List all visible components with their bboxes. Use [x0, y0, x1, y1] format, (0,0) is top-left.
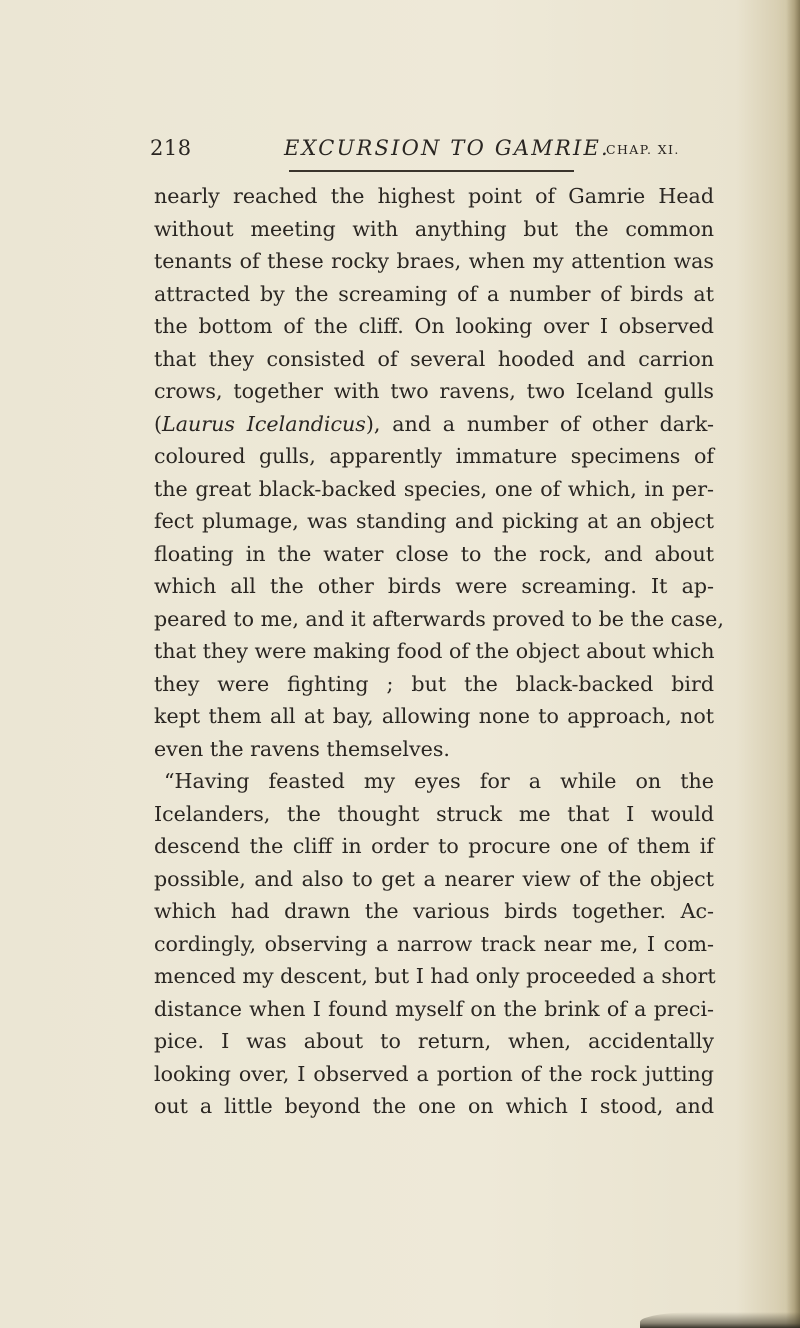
text-line: possible, and also to get a nearer view of the object [154, 866, 714, 891]
header-rule [289, 170, 574, 172]
text-line: descend the cliff in order to procure one of them if [154, 834, 714, 858]
chapter-label: CHAP. XI. [606, 142, 680, 157]
text-line: looking over, I observed a portion of the rock jutting [154, 1061, 714, 1086]
paren-open: ( [154, 411, 163, 436]
text-line: peared to me, and it afterwards proved to be the case, [154, 606, 724, 631]
text-line: they were fighting ; but the black-backed bird [154, 671, 714, 696]
text-line: tenants of these rocky braes, when my attention was [154, 249, 714, 273]
page-corner-shadow [640, 1312, 800, 1328]
text-line: attracted by the screaming of a number of birds at [154, 281, 714, 306]
text-line: without meeting with anything but the common [154, 216, 714, 241]
text-line-paragraph-start: “Having feasted my eyes for a while on the [164, 769, 714, 793]
text-line: the great black-backed species, one of which, in per- [154, 476, 714, 501]
text-line-paragraph-end: even the ravens themselves. [154, 736, 450, 761]
text-line: Icelanders, the thought struck me that I would [154, 801, 714, 826]
text-line: out a little beyond the one on which I stood, and [154, 1094, 714, 1118]
text-line: which all the other birds were screaming. It ap- [154, 574, 714, 598]
text-line: cordingly, observing a narrow track near me, I com- [154, 931, 714, 956]
text-line: which had drawn the various birds together. Ac- [154, 899, 714, 923]
text-line: crows, together with two ravens, two Iceland gulls [154, 379, 714, 403]
text-line: the bottom of the cliff. On looking over I observed [154, 314, 714, 338]
text-line: menced my descent, but I had only proceeded a short [154, 964, 716, 988]
text-line: fect plumage, was standing and picking at an object [154, 509, 714, 533]
text-line-species [154, 408, 714, 441]
text-line: distance when I found myself on the brink of a preci- [154, 996, 714, 1021]
text-line: floating in the water close to the rock, and about [154, 541, 714, 566]
page-edge-shadow [786, 0, 800, 1328]
body-text [154, 180, 724, 1123]
page-number: 218 [150, 136, 192, 160]
text-line: kept them all at bay, allowing none to approach, not [154, 704, 714, 728]
text-line: that they consisted of several hooded and carrion [154, 346, 714, 371]
text-line: pice. I was about to return, when, accidentally [154, 1029, 714, 1053]
species-name: Laurus Icelandicus [162, 411, 366, 436]
line-continuation: ), and a number of other dark- [365, 411, 714, 436]
text-line: nearly reached the highest point of Gamrie Head [154, 184, 714, 208]
text-line: coloured gulls, apparently immature specimens of [154, 444, 714, 468]
text-line: that they were making food of the object about which [154, 639, 715, 663]
running-title: EXCURSION TO GAMRIE. [284, 136, 610, 160]
running-head [150, 136, 710, 168]
